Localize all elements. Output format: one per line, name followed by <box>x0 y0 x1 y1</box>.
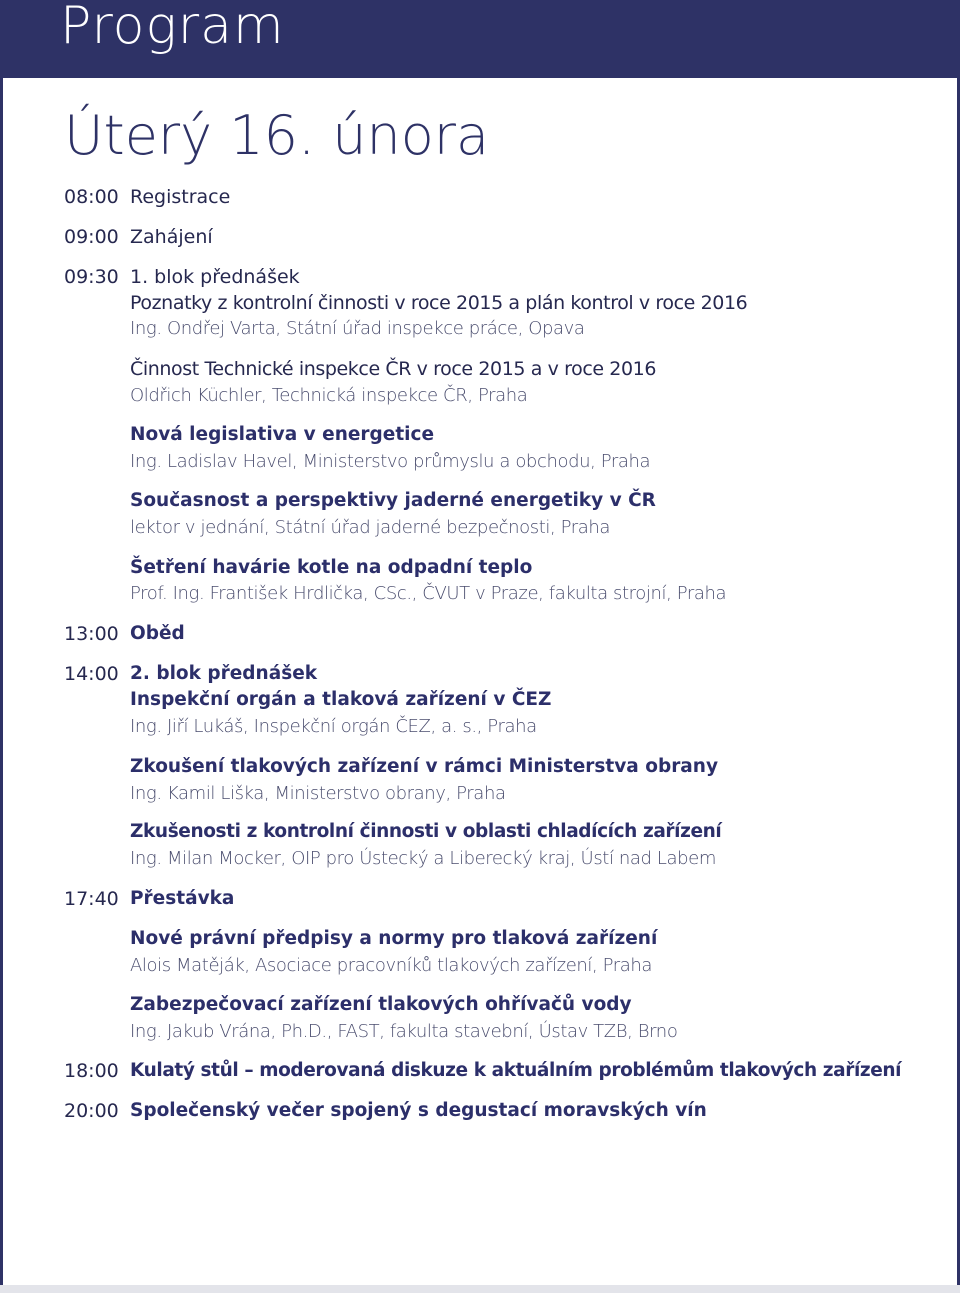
schedule-item-title: Kulatý stůl – moderovaná diskuze k aktuálním problémům tlakových zařízení <box>130 1060 902 1081</box>
talk-title: Inspekční orgán a tlaková zařízení v ČEZ <box>130 689 552 710</box>
schedule-item-title: Oběd <box>130 623 185 644</box>
schedule-item-title: Registrace <box>130 186 231 208</box>
schedule-time: 09:30 <box>64 266 119 288</box>
left-border-line <box>0 78 3 1293</box>
talk-title: Zkoušení tlakových zařízení v rámci Ministerstva obrany <box>130 756 719 777</box>
talk-title: Nová legislativa v energetice <box>130 424 435 445</box>
talk-title: Současnost a perspektivy jaderné energetiky v ČR <box>130 490 656 511</box>
talk-title: Nové právní předpisy a normy pro tlaková zařízení <box>130 928 658 949</box>
schedule-item-title: 2. blok přednášek <box>130 663 318 684</box>
bottom-band <box>0 1285 960 1293</box>
talk-speaker: Ing. Ladislav Havel, Ministerstvo průmyslu a obchodu, Praha <box>130 451 651 472</box>
day-heading: Úterý 16. února <box>64 104 490 167</box>
schedule-time: 08:00 <box>64 186 119 208</box>
schedule-item-title: Přestávka <box>130 888 235 909</box>
header-banner <box>0 0 960 78</box>
schedule-time: 17:40 <box>64 888 119 910</box>
talk-title: Šetření havárie kotle na odpadní teplo <box>130 557 533 578</box>
page-title: Program <box>60 0 285 56</box>
schedule-item-title: 1. blok přednášek <box>130 266 300 288</box>
schedule-time: 18:00 <box>64 1060 119 1082</box>
talk-title: Poznatky z kontrolní činnosti v roce 2015 a plán kontrol v roce 2016 <box>130 292 748 314</box>
talk-speaker: Ing. Ondřej Varta, Státní úřad inspekce práce, Opava <box>130 318 585 339</box>
talk-speaker: Prof. Ing. František Hrdlička, CSc., ČVUT v Praze, fakulta strojní, Praha <box>130 583 727 604</box>
schedule-time: 20:00 <box>64 1100 119 1122</box>
schedule-item-title: Zahájení <box>130 226 213 248</box>
talk-title: Zkušenosti z kontrolní činnosti v oblasti chladících zařízení <box>130 821 722 842</box>
schedule-time: 13:00 <box>64 623 119 645</box>
talk-speaker: Ing. Jiří Lukáš, Inspekční orgán ČEZ, a. s., Praha <box>130 716 537 737</box>
schedule-item-title: Společenský večer spojený s degustací moravských vín <box>130 1100 707 1121</box>
talk-speaker: Ing. Jakub Vrána, Ph.D., FAST, fakulta stavební, Ústav TZB, Brno <box>130 1021 678 1042</box>
schedule-time: 14:00 <box>64 663 119 685</box>
talk-speaker: Alois Matěják, Asociace pracovníků tlakových zařízení, Praha <box>130 955 653 976</box>
talk-speaker: Ing. Milan Mocker, OIP pro Ústecký a Liberecký kraj, Ústí nad Labem <box>130 848 716 869</box>
talk-title: Zabezpečovací zařízení tlakových ohřívačů vody <box>130 994 632 1015</box>
talk-speaker: Ing. Kamil Liška, Ministerstvo obrany, Praha <box>130 783 506 804</box>
talk-speaker: lektor v jednání, Státní úřad jaderné bezpečnosti, Praha <box>130 517 611 538</box>
talk-speaker: Oldřich Küchler, Technická inspekce ČR, Praha <box>130 385 528 406</box>
schedule-time: 09:00 <box>64 226 119 248</box>
talk-title: Činnost Technické inspekce ČR v roce 2015 a v roce 2016 <box>130 358 657 380</box>
